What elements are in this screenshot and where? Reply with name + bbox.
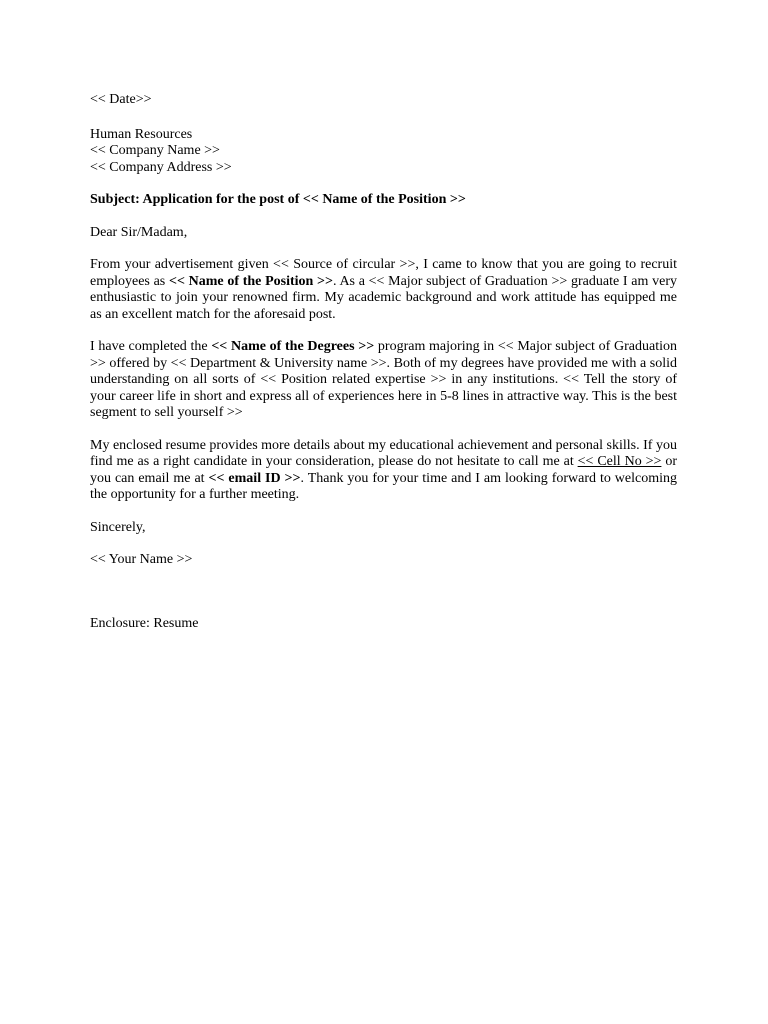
paragraph-3-text-c: . Thank you for your time and I am looking forward to welcoming the opportunity for a further meeting. (90, 470, 678, 502)
sender-name: << Your Name >> (90, 552, 193, 567)
email-placeholder: << email ID >> (208, 470, 301, 486)
enclosure-note: Enclosure: Resume (90, 615, 199, 631)
recipient-block (90, 127, 677, 177)
letter-subject: Subject: Application for the post of << Name of the Position >> (90, 192, 466, 207)
paragraph-2 (90, 339, 677, 422)
paragraph-3 (90, 438, 677, 504)
recipient-department: Human Resources (90, 126, 193, 142)
paragraph-3-text-a: My enclosed resume provides more details about my educational achievement and personal skills. If you find me as a right candidate in your consideration, please do not hesitate to call me at (90, 437, 677, 469)
paragraph-2-text-a: I have completed the (90, 339, 212, 354)
letter-body (90, 92, 677, 632)
position-placeholder: << Name of the Position >> (168, 273, 333, 289)
degrees-placeholder: << Name of the Degrees >> (211, 339, 375, 354)
recipient-company-address: << Company Address >> (90, 159, 232, 175)
paragraph-3-text-b: or you can email me at (90, 454, 677, 486)
letter-closing: Sincerely, (90, 519, 146, 535)
paragraph-1 (90, 257, 677, 323)
recipient-company-name: << Company Name >> (90, 143, 220, 158)
letter-date: << Date>> (90, 92, 152, 107)
paragraph-2-text-b: program majoring in << Major subject of Graduation >> offered by << Department & University name >>. Both of my degrees have provided me with a solid understanding on all sorts of << Position related expertise >> in any institutions. << Tell the story of your career life in short and express all of experiences here in 5-8 lines in attractive way. This is the best segment to sell yourself >> (90, 339, 677, 420)
paragraph-1-text-b: . As a << Major subject of Graduation >> graduate I am very enthusiastic to join your renowned firm. My academic background and work attitude has equipped me as an excellent match for the aforesaid post. (90, 273, 678, 322)
cell-number-placeholder: << Cell No >> (577, 454, 662, 469)
paragraph-1-text-a: From your advertisement given << Source of circular >>, I came to know that you are going to recruit employees as (90, 257, 677, 289)
letter-salutation: Dear Sir/Madam, (90, 224, 188, 240)
